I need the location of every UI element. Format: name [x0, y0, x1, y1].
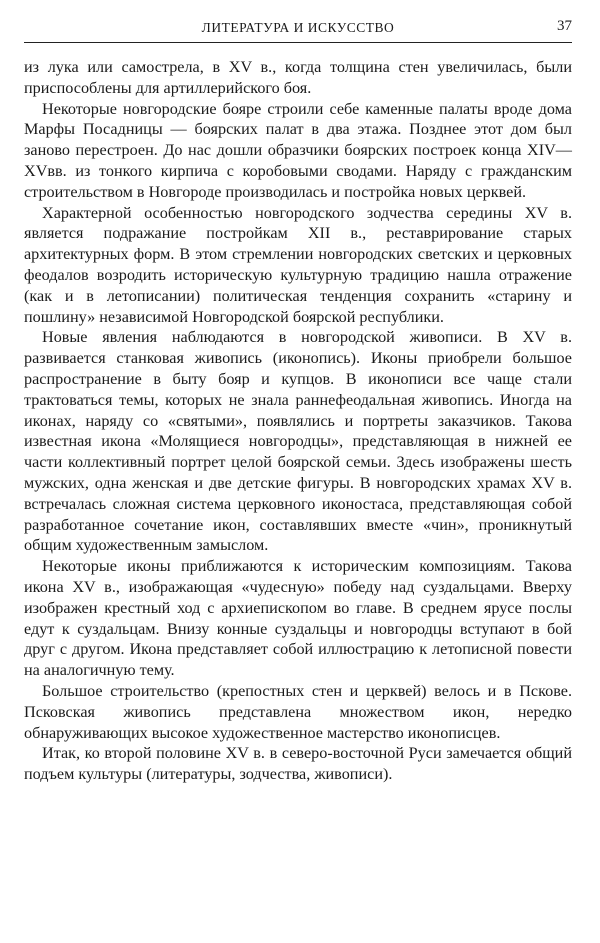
- running-head-title: ЛИТЕРАТУРА И ИСКУССТВО: [201, 20, 395, 35]
- paragraph-icons: Некоторые иконы приближаются к историческим композициям. Такова икона XV в., изображающая «чудесную» победу над суздальцами. Вверху изображен крестный ход с архиепископом во главе. В среднем ярусе послы едут к суздальцам. Внизу конные суздальцы и новгородцы вступают в бой друг с другом. Икона представляет собой иллюстрацию к летописной повести на аналогичную тему.: [24, 557, 572, 680]
- paragraph-architecture: Характерной особенностью новгородского зодчества середины XV в. является подражание постройкам XII в., реставрирование старых архитектурных форм. В этом стремлении новгородских светских и церковных феодалов возродить историческую культурную традицию нашла отражение (как и в летописании) политическая тенденция сохранить «старину и пошлину» независимой Новгородской боярской республики.: [24, 203, 572, 326]
- page-number: 37: [557, 18, 572, 34]
- paragraph-continuation: из лука или самострела, в XV в., когда толщина стен увеличилась, были приспособлены для артиллерийского боя.: [24, 58, 572, 97]
- paragraph-pskov: Большое строительство (крепостных стен и церквей) велось и в Пскове. Псковская живопись представлена множеством икон, нередко обнаруживающих высокое художественное мастерство иконописцев.: [24, 681, 572, 742]
- paragraph-boyar-chambers: Некоторые новгородские бояре строили себе каменные палаты вроде дома Марфы Посадницы — боярских палат в два этажа. Позднее этот дом был заново перестроен. До нас дошли образчики боярских построек конца XIV—XVвв. из тонкого кирпича с коробовыми сводами. Наряду с гражданским строительством в Новгороде производилась и постройка новых церквей.: [24, 99, 572, 201]
- body-text: [24, 57, 572, 785]
- paragraph-painting: Новые явления наблюдаются в новгородской живописи. В XV в. развивается станковая живопись (иконопись). Иконы приобрели большое распространение в быту бояр и купцов. В иконописи все чаще стали трактоваться темы, которых не знала раннефеодальная живопись. Иногда на иконах, наряду со «святыми», появлялись и портреты заказчиков. Такова известная икона «Молящиеся новгородцы», представляющая в нижней ее части коллективный портрет целой боярской семьи. Здесь изображены шесть мужских, одна женская и две детские фигуры. В новгородских храмах XV в. встречалась сложная система церковного иконостаса, представляющая собой разработанное сочетание икон, составлявших вместе «чин», проникнутый общим художественным замыслом.: [24, 328, 572, 555]
- running-header: [24, 14, 572, 43]
- paragraph-conclusion: Итак, ко второй половине XV в. в северо-восточной Руси замечается общий подъем культуры (литературы, зодчества, живописи).: [24, 744, 572, 784]
